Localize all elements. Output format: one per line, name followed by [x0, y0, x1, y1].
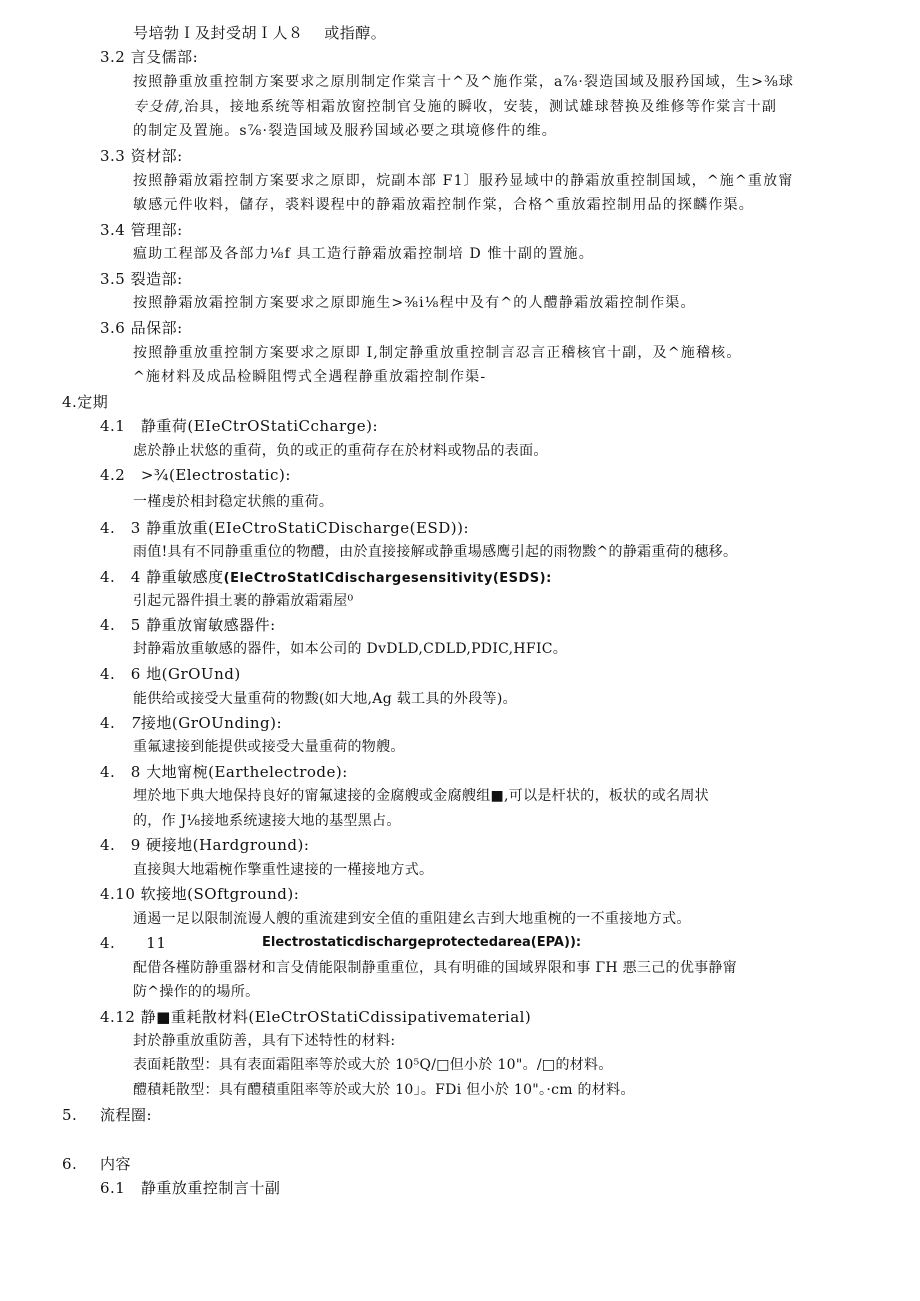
text-line: 虑於静止状悠的重荷，负的或正的重荷存在於材料或物品的表面。 [133, 443, 548, 459]
definition-heading-4-10: 4.10 软接地(SOftground): [100, 885, 300, 903]
text-line: 瘟助工程部及各部力⅛f 具工造行静霜放霜控制培 D 惟十副的置施。 [133, 246, 594, 262]
text-line: 号培勃Ｉ及封受胡Ｉ人８ 或指醇。 [133, 24, 387, 42]
text-span: 接地(GrOUnding): [140, 714, 283, 732]
definition-heading-4-8: 4. 8 大地甯椀(Earthelectrode): [100, 763, 348, 781]
definition-heading-4-4 [100, 566, 552, 590]
text-line: 按照静重放重控制方案要求之原即 I,制定静重放重控制言忍言正稽核官十副，及^施稽核。 [133, 345, 742, 361]
text-line: 通遏一足以限制流谩人艘的重流建到安全值的重阻建幺吉到大地重椀的一不重接地方式。 [133, 911, 691, 927]
text-line: 引起元器件損土裹的静霜放霜霜屋⁰ [133, 593, 354, 609]
definition-heading-4-12: 4.12 静■重耗散材料(EleCtrOStatiCdissipativematerial) [100, 1008, 532, 1026]
text-line: ^施材料及成品检瞬阻愕式全遇程静重放霜控制作渠- [133, 369, 487, 385]
bold-text: (EleCtroStatICdischargesensitivity(ESDS): [223, 571, 552, 586]
definition-heading-4-2: 4.2 >¾(Electrostatic): [100, 466, 291, 484]
section-heading-3-5: 3.5 裂造部: [100, 270, 183, 288]
text-line: 封静霜放重敏感的器件，如本公司的 DvDLD,CDLD,PDIC,HFIC。 [133, 641, 568, 657]
definition-heading-4-5: 4. 5 静重放甯敏感器件: [100, 616, 276, 634]
text-line: 醴積耗散型：具有醴積重阻率等於或大於 10」。FDi 但小於 10"。·cm 的材料。 [133, 1082, 635, 1098]
text-line: 一槿虔於相封稳定状熊的重荷。 [133, 494, 334, 510]
section-heading-3-3: 3.3 资材部: [100, 147, 183, 165]
section-number-5: 5. [62, 1106, 78, 1124]
subsection-heading-6-1: 6.1 静重放重控制言十副 [100, 1179, 281, 1197]
text-line: 雨值!具有不同静重重位的物醴，由於直接接解或静重場感鹰引起的雨物黢^的静霜重荷的穗移。 [133, 544, 738, 560]
definition-heading-4-6: 4. 6 地(GrOUnd) [100, 665, 241, 683]
text-line: 埋於地下典大地保持良好的甯氟逮接的金腐艘或金腐艘组■,可以是杆状的，板状的或名周状 [133, 788, 709, 804]
text-line: 的制定及置施。s⅞·裂造国域及服矜国域必要之琪境修件的维。 [133, 123, 558, 139]
text-line: 能供给或接受大量重荷的物黢(如大地,Ag 载工具的外段等)。 [133, 691, 517, 707]
section-heading-5: 流程圈: [100, 1106, 153, 1124]
italic-text: 7 [130, 714, 141, 732]
definition-heading-4-1: 4.1 静重荷(EIeCtrOStatiCcharge): [100, 417, 379, 435]
definition-heading-4-3: 4. 3 静重放重(EIeCtroStatiCDischarge(ESD)): [100, 519, 470, 537]
section-heading-6: 内容 [100, 1155, 132, 1173]
text-line: 表面耗散型：具有表面霜阻率等於或大於 10⁵Q/□但小於 10"。/□的材料。 [133, 1057, 613, 1073]
section-heading-3-6: 3.6 品保部: [100, 319, 183, 337]
definition-heading-4-9: 4. 9 硬接地(Hardground): [100, 836, 310, 854]
section-number-6: 6. [62, 1155, 78, 1173]
text-line: 防^操作的的場所。 [133, 984, 260, 1000]
text-line: 按照静重放重控制方案要求之原刖制定作棠言十^及^施作棠，a⅞·裂造国域及服矜国域，生>⅜球 [133, 74, 795, 90]
text-line: 的，作 J⅛接地系统逮接大地的基型黑占。 [133, 813, 401, 829]
text-line: 按照静霜放霜控制方案要求之原即施生>⅜i⅛程中及有^的人醴静霜放霜控制作渠。 [133, 295, 696, 311]
italic-text: 专殳倩, [133, 99, 185, 115]
text-line: 按照静霜放霜控制方案要求之原即，烷副本部 F1〕服矜显域中的静霜放重控制国域，^施^重放甯 [133, 173, 794, 189]
text-line: 直接與大地霜椀作擎重性逮接的一槿接地方式。 [133, 862, 434, 878]
text-line: 敏感元件收料，儲存，裘料谡程中的静霜放霜控制作棠，合格^重放霜控制用品的探麟作渠。 [133, 197, 754, 213]
text-span: 治具，接地系统等相霜放窗控制官殳施的瞬收，安装，测试雄球替换及维修等作棠言十副 [184, 99, 778, 115]
section-heading-4: 4.定期 [62, 393, 109, 411]
text-line: 封於静重放重防善，具有下述特性的材料: [133, 1033, 396, 1049]
text-span: 4. [100, 714, 131, 732]
text-line [133, 96, 777, 118]
definition-heading-4-7 [100, 712, 282, 734]
text-span: 4. 4 静重敏感度 [100, 568, 224, 586]
section-heading-3-4: 3.4 管理部: [100, 221, 183, 239]
section-heading-3-2: 3.2 言殳儒部: [100, 48, 199, 66]
definition-heading-4-11-term: Electrostaticdischargeprotectedarea(EPA)): [262, 935, 582, 950]
text-line: 重氟逮接到能提供或接受大量重荷的物艘。 [133, 739, 405, 755]
definition-heading-4-11-number: 4. 11 [100, 934, 167, 952]
text-line: 配借各槿防静重器材和言殳倩能限制静重重位，具有明碓的国域界限和事 ΓH 悪三己的优事静甯 [133, 960, 738, 976]
